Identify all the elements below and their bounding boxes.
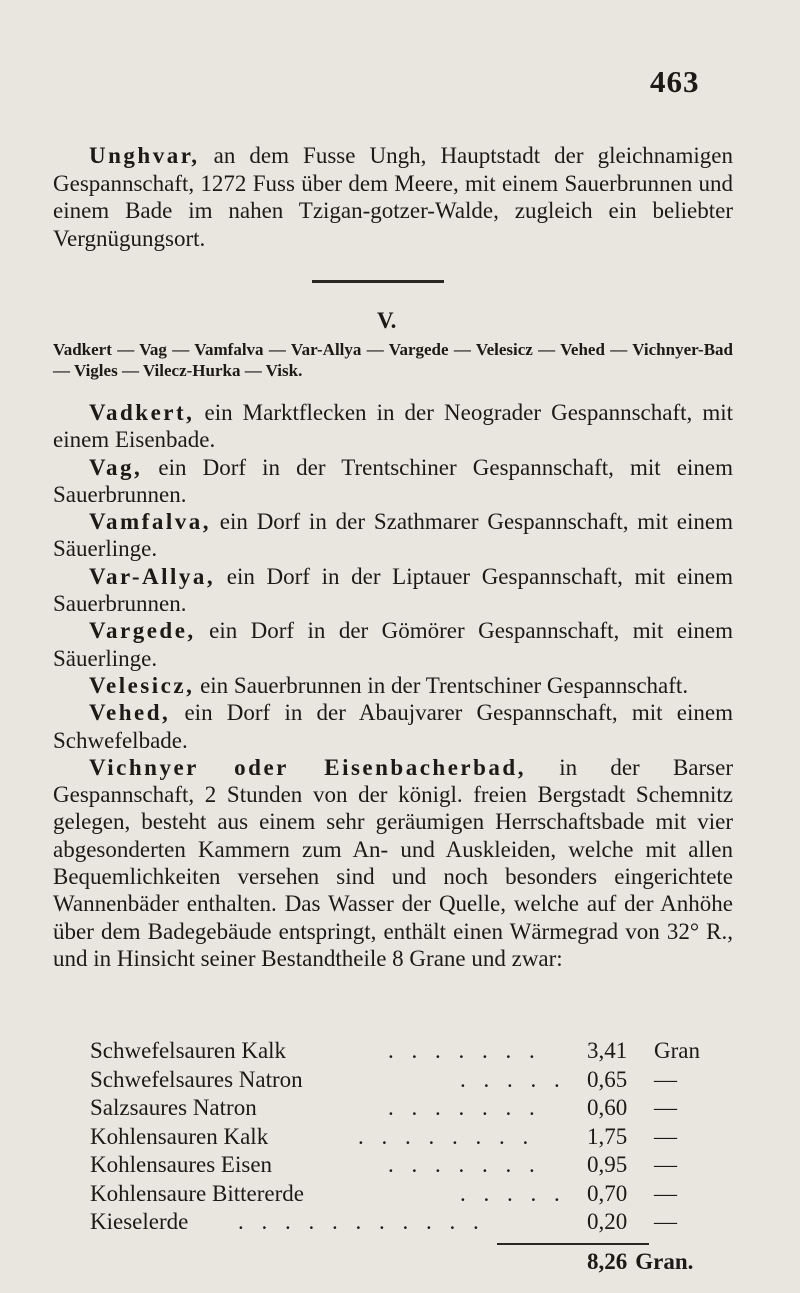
- table-row: [90, 1095, 730, 1124]
- component-value: 1,75: [587, 1123, 628, 1149]
- component-unit: —: [654, 1123, 677, 1149]
- entry-paragraph: [53, 617, 733, 672]
- total-value: 8,26: [587, 1249, 628, 1274]
- component-unit: —: [654, 1209, 677, 1234]
- dot-leader: . . . . . . . . . . .: [238, 1209, 485, 1234]
- entry-text: ein Dorf in der Liptauer Gespannschaft, mit einem Sauerbrunnen.: [53, 563, 733, 617]
- entry-name: Vehed,: [89, 700, 171, 726]
- dot-leader: . . . . .: [460, 1066, 566, 1092]
- intro-paragraph: [53, 142, 733, 252]
- dot-leader: . . . . . . . .: [358, 1123, 535, 1149]
- entry-list: [53, 399, 733, 972]
- component-value: 0,60: [587, 1095, 628, 1120]
- entry-name: Vadkert,: [89, 400, 195, 425]
- component-value: 0,95: [587, 1152, 628, 1177]
- entry-paragraph: [53, 754, 733, 972]
- entry-text: ein Dorf in der Szathmarer Gespannschaft, mit einem Säuerlinge.: [53, 509, 733, 562]
- entry-text: ein Dorf in der Gömörer Gespannschaft, mit einem Säuerlinge.: [53, 618, 733, 671]
- entry-paragraph: [53, 454, 733, 509]
- entry-name: Velesicz,: [89, 672, 195, 698]
- entry-name: Vamfalva,: [89, 509, 211, 535]
- component-name: Kohlensaure Bittererde: [90, 1180, 304, 1206]
- entry-text: ein Dorf in der Abaujvarer Gespannschaft, mit einem Schwefelbade.: [53, 700, 733, 753]
- composition-table: [90, 1038, 730, 1238]
- entry-paragraph: [53, 563, 733, 618]
- entry-text: in der Barser Gespannschaft, 2 Stunden von der königl. freien Bergstadt Schemnitz gelegen, besteht aus einem sehr geräumigen Herrschaftsbade mit vier abgesonderten Kammern zum An- und Auskleiden, welche mit allen Bequemlichkeiten versehen sind und noch besonders eingerichtete Wannenbäder enthalten. Das Wasser der Quelle, welche auf der Anhöhe über dem Badegebäude entspringt, enthält einen Wärmegrad von 32° R., und in Hinsicht seiner Bestandtheile 8 Grane und zwar:: [53, 754, 733, 971]
- component-value: 0,70: [587, 1180, 628, 1206]
- sum-rule: [497, 1243, 649, 1245]
- component-name: Schwefelsaures Natron: [90, 1066, 303, 1092]
- dot-leader: . . . . . . .: [388, 1095, 541, 1120]
- component-name: Salzsaures Natron: [90, 1095, 257, 1120]
- dot-leader: . . . . . . .: [388, 1038, 541, 1063]
- component-name: Kohlensauren Kalk: [90, 1123, 269, 1149]
- component-name: Kohlensaures Eisen: [90, 1152, 273, 1177]
- entry-paragraph: [53, 699, 733, 754]
- table-row: [90, 1038, 730, 1067]
- entry-paragraph: [53, 399, 733, 454]
- entry-text: an dem Fusse Ungh, Hauptstadt der gleichnamigen Gespannschaft, 1272 Fuss über dem Meere, mit einem Sauerbrunnen und einem Bade im nahen Tzigan-gotzer-Walde, zugleich ein beliebter Vergnügungsort.: [53, 143, 733, 251]
- section-heading: V.: [377, 308, 397, 333]
- entry-text: ein Dorf in der Trentschiner Gespannschaft, mit einem Sauerbrunnen.: [53, 454, 733, 507]
- table-row: [90, 1152, 730, 1181]
- entry-name: Unghvar,: [89, 143, 200, 168]
- total-row: [587, 1249, 701, 1275]
- entry-paragraph: [53, 508, 733, 563]
- entry-name: Var-Allya,: [89, 563, 216, 589]
- entry-paragraph: [53, 672, 733, 699]
- entry-text: ein Marktflecken in der Neograder Gespannschaft, mit einem Eisenbade.: [53, 400, 733, 453]
- dot-leader: . . . . .: [460, 1180, 566, 1206]
- component-value: 3,41: [587, 1038, 628, 1063]
- section-divider: [312, 280, 444, 283]
- component-unit: —: [654, 1180, 677, 1206]
- entry-name: Vag,: [89, 454, 143, 480]
- table-row: [90, 1209, 730, 1238]
- entry-name: Vargede,: [89, 618, 196, 644]
- table-row: [90, 1181, 730, 1210]
- component-name: Kieselerde: [90, 1209, 189, 1234]
- page-number: 463: [650, 64, 700, 99]
- entry-name: Vichnyer oder Eisenbacherbad,: [89, 754, 526, 780]
- dot-leader: . . . . . . .: [388, 1152, 541, 1177]
- entry-text: ein Sauerbrunnen in der Trentschiner Gespannschaft.: [194, 672, 689, 698]
- component-unit: —: [654, 1066, 677, 1092]
- component-unit: Gran: [654, 1038, 700, 1063]
- total-unit: Gran.: [635, 1249, 694, 1274]
- component-value: 0,65: [587, 1066, 628, 1092]
- section-place-list: Vadkert — Vag — Vamfalva — Var-Allya — Vargede — Velesicz — Vehed — Vichnyer-Bad — Vigles — Vilecz-Hurka — Visk.: [53, 340, 733, 380]
- component-name: Schwefelsauren Kalk: [90, 1038, 287, 1063]
- table-row: [90, 1067, 730, 1096]
- component-unit: —: [654, 1152, 677, 1177]
- table-row: [90, 1124, 730, 1153]
- component-value: 0,20: [587, 1209, 628, 1234]
- component-unit: —: [654, 1095, 677, 1120]
